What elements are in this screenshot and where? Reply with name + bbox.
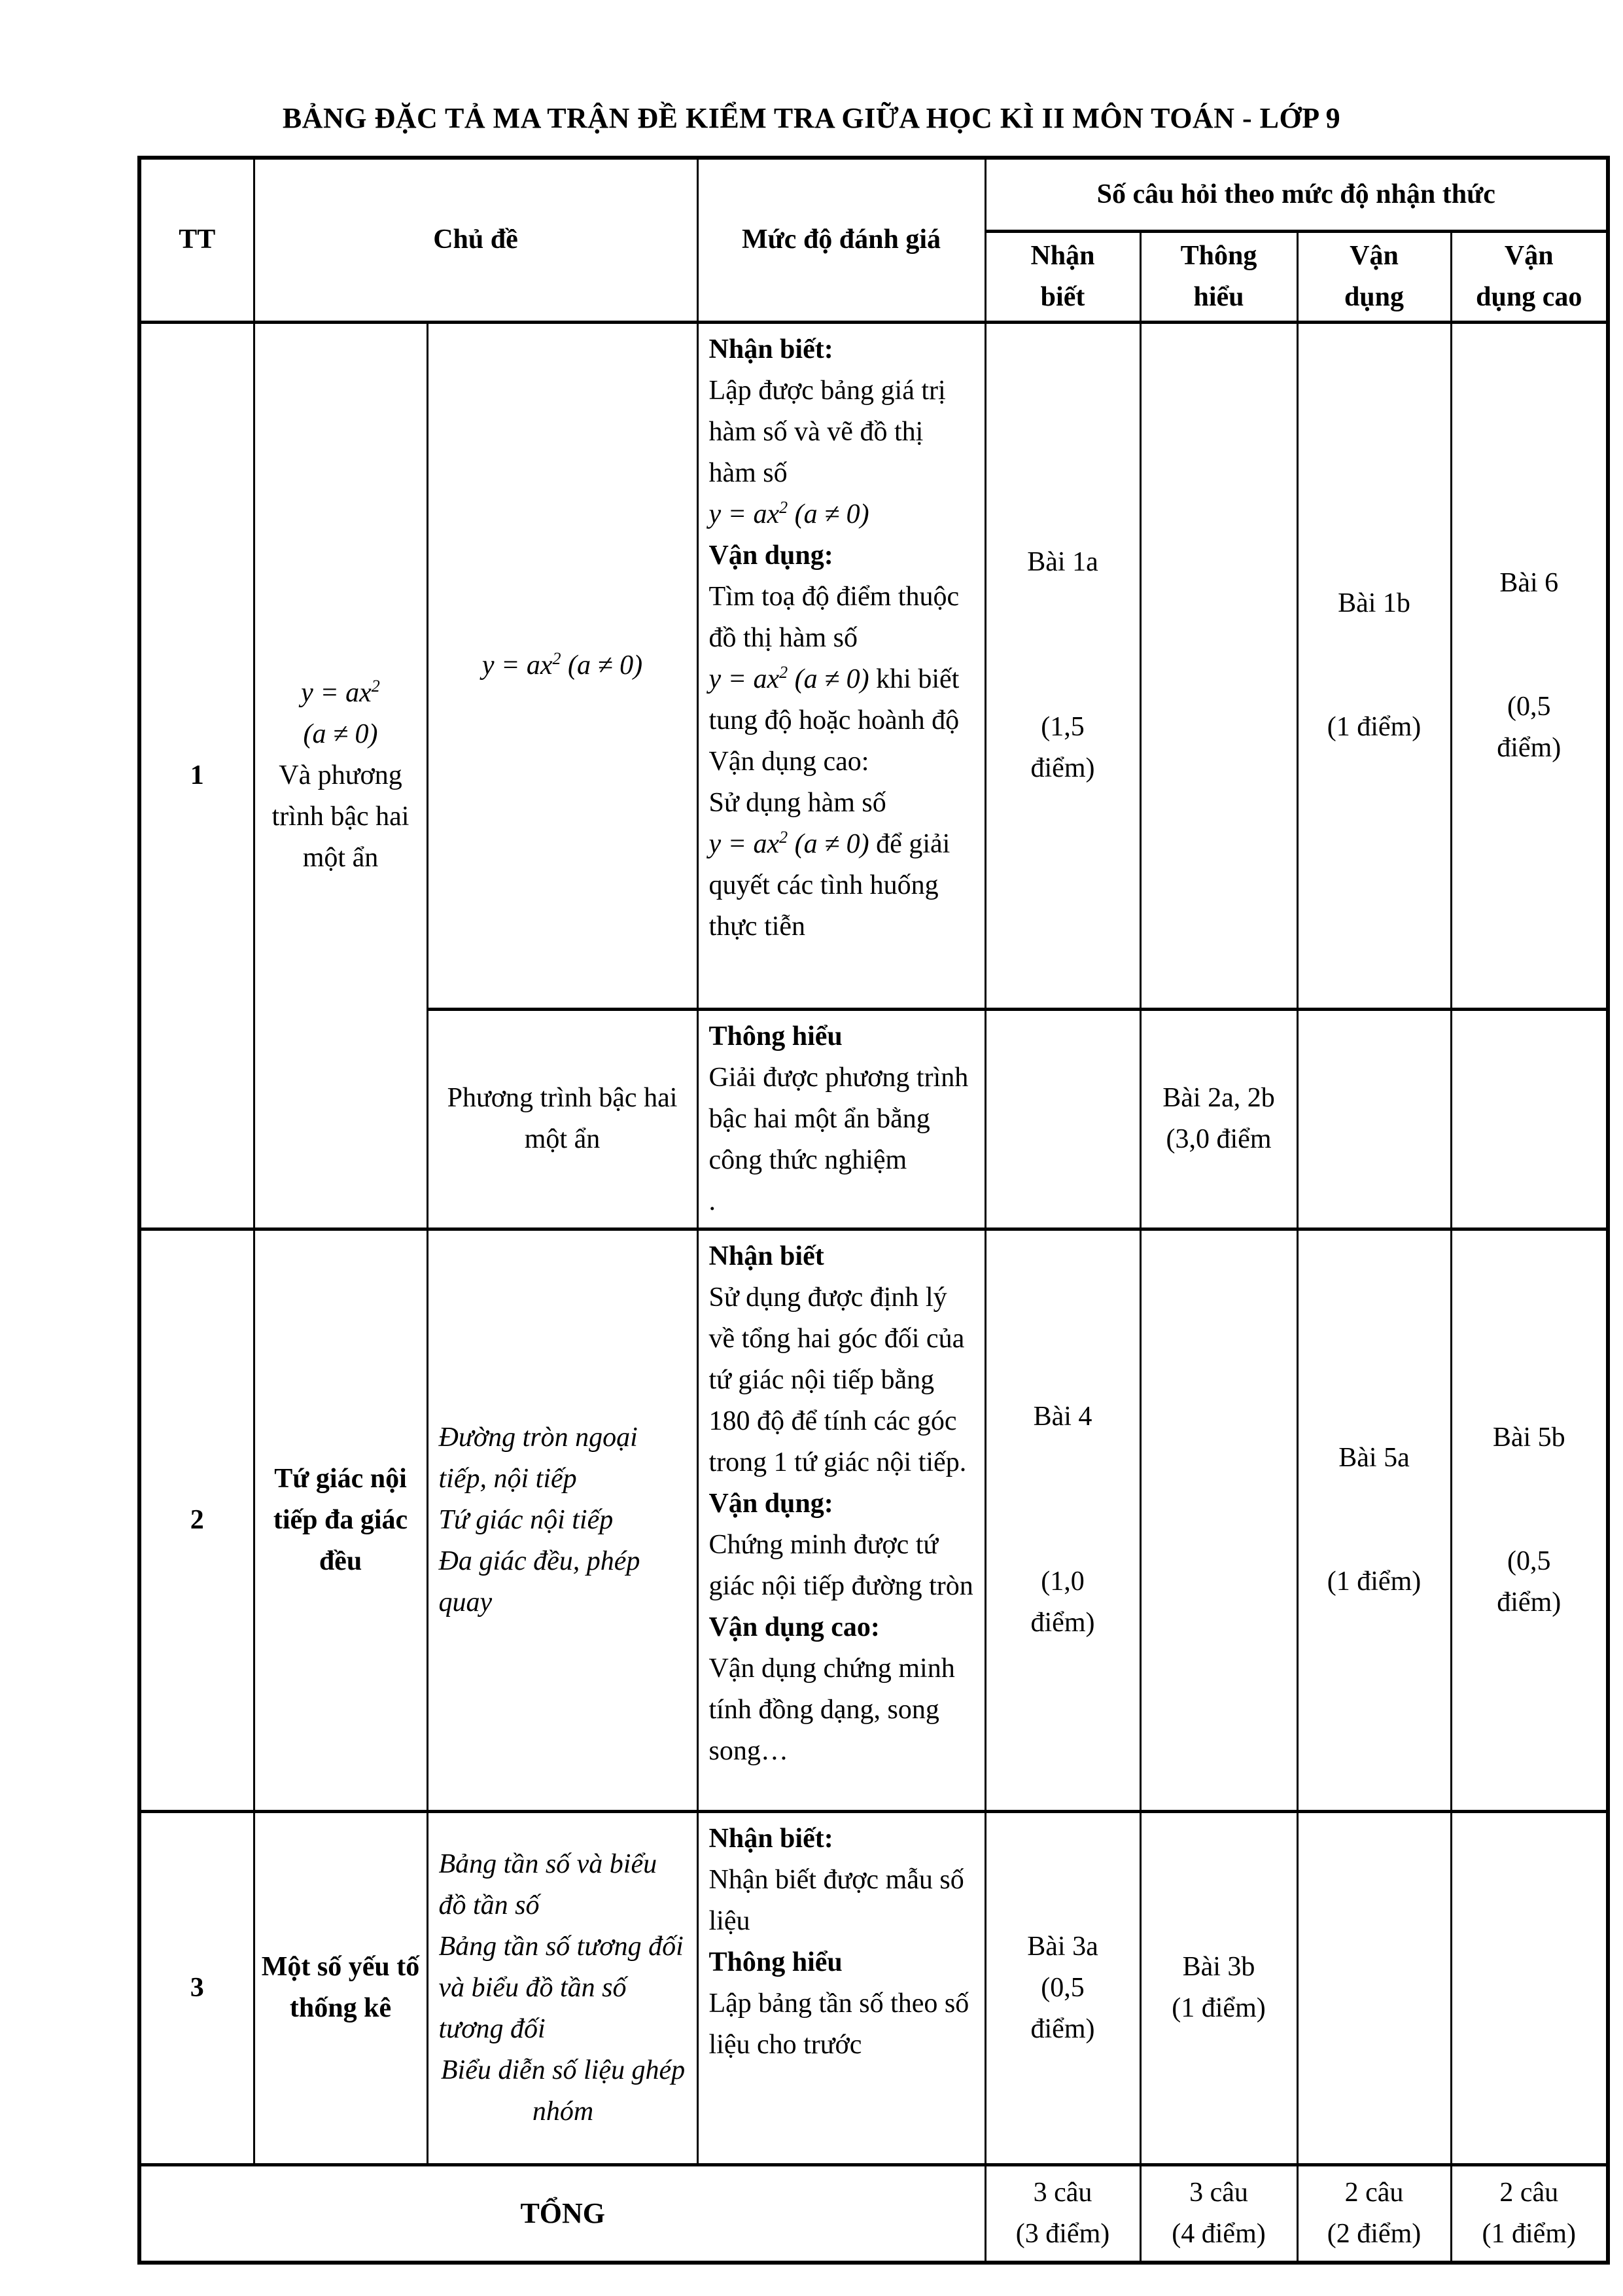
text-segment: 3 câu [1189, 2177, 1248, 2208]
text-segment: Bài 2a, 2b [1162, 1083, 1275, 1113]
text-line [1459, 563, 1600, 604]
header-level-van-dung-cao [1451, 231, 1608, 322]
row2-assessment [697, 1229, 985, 1811]
text-line [709, 576, 975, 659]
text-segment: $y = ax^2$ (a ≠ 0) [708, 497, 869, 529]
text-line [709, 783, 975, 824]
text-line [1305, 1438, 1444, 1479]
text-line [709, 824, 975, 947]
text-line [709, 329, 975, 370]
text-line [1459, 1541, 1600, 1582]
row2-thong-hieu-cell [1140, 1229, 1297, 1811]
text-line [1305, 707, 1444, 748]
superscript: 2 [552, 648, 561, 668]
row3-van-dung-cao-cell [1451, 1811, 1608, 2164]
text-line [993, 583, 1133, 624]
row1a-subtopic [427, 322, 697, 1009]
table-row-1a [139, 322, 1608, 1009]
text-segment: $y = ax^2$ (a ≠ 0) [708, 662, 869, 694]
text-line [1305, 624, 1444, 665]
header-level-nhan-biet [985, 231, 1140, 322]
text-line [1459, 277, 1600, 318]
text-line [262, 1947, 420, 2029]
text-line [1148, 1988, 1290, 2029]
text-line [1459, 686, 1600, 728]
text-segment: $y = ax^2$ [301, 676, 380, 708]
text-line [993, 1520, 1133, 1561]
row1a-assessment [697, 322, 985, 1009]
text-segment: (4 điểm) [1172, 2218, 1266, 2249]
row3-tt: 3 [139, 1811, 254, 2164]
text-segment: khi biết tung độ hoặc hoành độ [708, 663, 960, 735]
text-line [993, 236, 1133, 277]
text-segment: Lập bảng tần số theo số liệu cho trước [708, 1988, 969, 2060]
text-segment: (1,0 [1041, 1566, 1085, 1597]
text-line [1305, 583, 1444, 624]
text-line [1148, 236, 1290, 277]
text-line [1148, 1119, 1290, 1160]
text-segment: hiểu [1193, 281, 1244, 312]
text-line [993, 1396, 1133, 1438]
text-segment: Vận dụng: [708, 540, 833, 571]
text-line [993, 665, 1133, 707]
row3-van-dung-cell [1297, 1811, 1451, 2164]
text-segment: điểm) [1030, 2013, 1095, 2044]
row1a-van-dung-cell [1297, 322, 1451, 1009]
text-segment: Thông hiểu [708, 1947, 843, 1977]
text-segment: Đường tròn ngoại tiếp, nội tiếp [438, 1422, 638, 1494]
text-line [1305, 236, 1444, 277]
text-line [1459, 236, 1600, 277]
text-line [1459, 1500, 1600, 1541]
text-line [1305, 277, 1444, 318]
text-line [709, 494, 975, 535]
text-line [709, 1181, 975, 1222]
text-segment: điểm) [1497, 1587, 1562, 1617]
header-tt: TT [139, 158, 254, 322]
text-segment: Bài 1b [1338, 588, 1410, 618]
text-segment: . [708, 1186, 716, 1216]
row3-thong-hieu-cell [1140, 1811, 1297, 2164]
text-line [1459, 2214, 1600, 2255]
text-line [993, 1561, 1133, 1602]
text-segment: (0,5 [1507, 1545, 1551, 1576]
text-line [1148, 277, 1290, 318]
text-line [1305, 665, 1444, 707]
text-segment: Vận dụng chứng minh tính đồng dạng, song song… [708, 1653, 955, 1766]
text-segment: Tứ giác nội tiếp đa giác đều [273, 1463, 408, 1576]
superscript: 2 [779, 827, 788, 847]
text-segment: (2 điểm) [1327, 2218, 1422, 2249]
text-line [262, 714, 420, 755]
text-segment: $y = ax^2$ (a ≠ 0) [708, 827, 869, 859]
superscript: 2 [779, 497, 788, 517]
row3-nhan-biet-cell [985, 1811, 1140, 2164]
text-segment: Bài 4 [1033, 1402, 1092, 1432]
text-segment: Nhận biết được mẫu số liệu [708, 1864, 964, 1936]
page-title: BẢNG ĐẶC TẢ MA TRẬN ĐỀ KIỂM TRA GIỮA HỌC KÌ II MÔN TOÁN - LỚP 9 [282, 102, 1341, 134]
text-line [993, 1968, 1133, 2009]
text-segment: dụng [1344, 281, 1405, 312]
text-segment: Vận dụng cao: [708, 1612, 880, 1642]
header-level-van-dung [1297, 231, 1451, 322]
text-line [709, 1607, 975, 1648]
row1b-nhan-biet-cell [985, 1009, 1140, 1229]
row1b-thong-hieu-cell [1140, 1009, 1297, 1229]
row2-subtopic [427, 1229, 697, 1811]
text-segment: điểm) [1030, 753, 1095, 783]
text-line [709, 1236, 975, 1277]
text-segment: Nhận [1030, 240, 1095, 271]
text-segment: để giải quyết các tình huống thực tiễn [708, 828, 951, 942]
text-line [993, 277, 1133, 318]
text-segment: biết [1040, 281, 1085, 312]
text-segment: Đa giác đều, phép quay [438, 1545, 640, 1617]
text-line [993, 1479, 1133, 1520]
row1-tt: 1 [139, 322, 254, 1229]
row1b-van-dung-cao-cell [1451, 1009, 1608, 1229]
total-label: TỔNG [139, 2164, 985, 2263]
text-line [1305, 2172, 1444, 2214]
text-line [709, 535, 975, 576]
row3-subtopic [427, 1811, 697, 2164]
text-segment: (1,5 [1041, 712, 1085, 742]
row1a-van-dung-cao-cell [1451, 322, 1608, 1009]
text-line [262, 755, 420, 879]
text-line [993, 707, 1133, 748]
text-segment: Bảng tần số tương đối và biểu đồ tần số tương đối [438, 1931, 684, 2044]
text-line [709, 1648, 975, 1772]
total-van-dung-cell [1297, 2164, 1451, 2263]
text-segment: 3 câu [1033, 2177, 1092, 2208]
text-line [1305, 2214, 1444, 2255]
text-segment: (1 điểm) [1172, 1993, 1266, 2023]
total-van-dung-cao-cell [1451, 2164, 1608, 2263]
row2-topic [254, 1229, 427, 1811]
text-segment: Sử dụng hàm số [708, 787, 886, 818]
text-segment: Thông [1180, 240, 1257, 271]
text-segment: (1 điểm) [1327, 712, 1422, 742]
text-line [1459, 728, 1600, 769]
header-level-thong-hieu [1140, 231, 1297, 322]
text-segment: Bài 1a [1027, 547, 1098, 577]
text-line [709, 659, 975, 741]
text-segment: Tứ giác nội tiếp [438, 1504, 614, 1535]
text-line [709, 741, 975, 783]
text-line [1305, 1520, 1444, 1561]
text-line [439, 1500, 688, 1541]
text-segment: Một số yếu tố thống kê [261, 1952, 420, 2023]
text-line [993, 1926, 1133, 1968]
text-line [1459, 1582, 1600, 1623]
table-row-2 [139, 1229, 1608, 1811]
text-segment: Bài 6 [1499, 567, 1559, 598]
row1b-subtopic [427, 1009, 697, 1229]
text-line [1459, 645, 1600, 686]
text-line [439, 2050, 688, 2132]
text-segment: Giải được phương trình bậc hai một ẩn bằng công thức nghiệm [708, 1062, 969, 1175]
text-line [993, 624, 1133, 665]
text-segment: Vận [1504, 240, 1554, 271]
row1-topic [254, 322, 427, 1229]
text-segment: Lập được bảng giá trị hàm số và vẽ đồ thị hàm số [708, 375, 946, 488]
row2-nhan-biet-cell [985, 1229, 1140, 1811]
text-segment: điểm) [1030, 1608, 1095, 1638]
text-segment: 2 câu [1499, 2177, 1559, 2208]
row3-topic [254, 1811, 427, 2164]
text-line [1459, 604, 1600, 645]
text-segment: (1 điểm) [1327, 1566, 1422, 1597]
text-line [993, 2214, 1133, 2255]
text-segment: Biểu diễn số liệu ghép nhóm [440, 2055, 686, 2127]
text-line [993, 1602, 1133, 1644]
total-nhan-biet-cell [985, 2164, 1140, 2263]
total-thong-hieu-cell [1140, 2164, 1297, 2263]
text-segment: Và phương trình bậc hai một ẩn [271, 760, 410, 873]
text-line [439, 1541, 688, 1623]
text-segment: 2 câu [1344, 2177, 1404, 2208]
header-muc-do: Mức độ đánh giá [697, 158, 985, 322]
text-segment: dụng cao [1476, 281, 1582, 312]
text-line [709, 1942, 975, 1983]
text-line [1148, 2172, 1290, 2214]
text-line [262, 1458, 420, 1582]
text-segment: Vận dụng: [708, 1488, 833, 1519]
superscript: 2 [779, 662, 788, 682]
text-line [709, 1483, 975, 1525]
text-line [709, 1016, 975, 1057]
text-line [1148, 2214, 1290, 2255]
text-line [709, 1057, 975, 1181]
text-line [993, 1438, 1133, 1479]
text-segment: Bài 3b [1182, 1952, 1255, 1982]
text-line [993, 2009, 1133, 2050]
text-segment: (a ≠ 0) [303, 718, 378, 749]
text-segment: (0,5 [1041, 1972, 1085, 2003]
text-segment: (3,0 điểm [1166, 1124, 1272, 1154]
row1b-assessment [697, 1009, 985, 1229]
text-line [439, 1417, 688, 1500]
text-line [435, 645, 690, 686]
text-segment: Sử dụng được định lý về tổng hai góc đối của tứ giác nội tiếp bằng 180 độ để tính các góc trong 1 tứ giác nội tiếp. [708, 1282, 967, 1477]
header-so-cau: Số câu hỏi theo mức độ nhận thức [985, 158, 1608, 231]
text-line [1148, 1078, 1290, 1119]
text-segment: (3 điểm) [1015, 2218, 1110, 2249]
row2-van-dung-cao-cell [1451, 1229, 1608, 1811]
row1a-thong-hieu-cell [1140, 322, 1297, 1009]
text-segment: Chứng minh được tứ giác nội tiếp đường tròn [708, 1529, 973, 1601]
text-line [709, 1818, 975, 1860]
text-line [993, 748, 1133, 789]
text-segment: Nhận biết: [708, 1823, 833, 1854]
text-line [1305, 1561, 1444, 1602]
row3-assessment [697, 1811, 985, 2164]
text-line [709, 1525, 975, 1607]
spec-matrix-table [137, 156, 1610, 2265]
text-line [709, 1277, 975, 1483]
text-segment: Tìm toạ độ điểm thuộc đồ thị hàm số [708, 581, 960, 653]
text-line [709, 1860, 975, 1942]
text-segment: Phương trình bậc hai một ẩn [447, 1083, 678, 1154]
header-row-1 [139, 158, 1608, 231]
text-segment: $y = ax^2$ (a ≠ 0) [481, 648, 643, 680]
text-line [1459, 2172, 1600, 2214]
row2-van-dung-cell [1297, 1229, 1451, 1811]
text-line [1148, 1947, 1290, 1988]
row1a-nhan-biet-cell [985, 322, 1140, 1009]
text-segment: Bài 5b [1492, 1422, 1565, 1453]
text-line [262, 673, 420, 714]
text-line [993, 542, 1133, 583]
superscript: 2 [371, 676, 380, 696]
total-row [139, 2164, 1608, 2263]
text-segment: Vận dụng cao: [708, 746, 869, 777]
text-segment: Bảng tần số và biểu đồ tần số [438, 1848, 657, 1920]
text-segment: Thông hiểu [708, 1021, 843, 1051]
text-line [435, 1078, 690, 1160]
text-segment: (1 điểm) [1482, 2218, 1576, 2249]
text-line [439, 1844, 688, 1926]
text-line [439, 1926, 688, 2050]
row2-tt: 2 [139, 1229, 254, 1811]
text-segment: Bài 3a [1027, 1931, 1098, 1962]
text-segment: Nhận biết [708, 1241, 824, 1271]
text-segment: (0,5 [1507, 691, 1551, 722]
header-chu-de: Chủ đề [254, 158, 697, 322]
text-line [709, 1983, 975, 2066]
text-line [1305, 1479, 1444, 1520]
text-segment: Bài 5a [1338, 1443, 1410, 1473]
text-line [1459, 1458, 1600, 1500]
table-row-3 [139, 1811, 1608, 2164]
text-line [709, 370, 975, 494]
text-segment: điểm) [1497, 732, 1562, 763]
text-segment: Nhận biết: [708, 334, 833, 364]
text-line [993, 2172, 1133, 2214]
text-line [1459, 1417, 1600, 1458]
text-segment: Vận [1350, 240, 1399, 271]
row1b-van-dung-cell [1297, 1009, 1451, 1229]
